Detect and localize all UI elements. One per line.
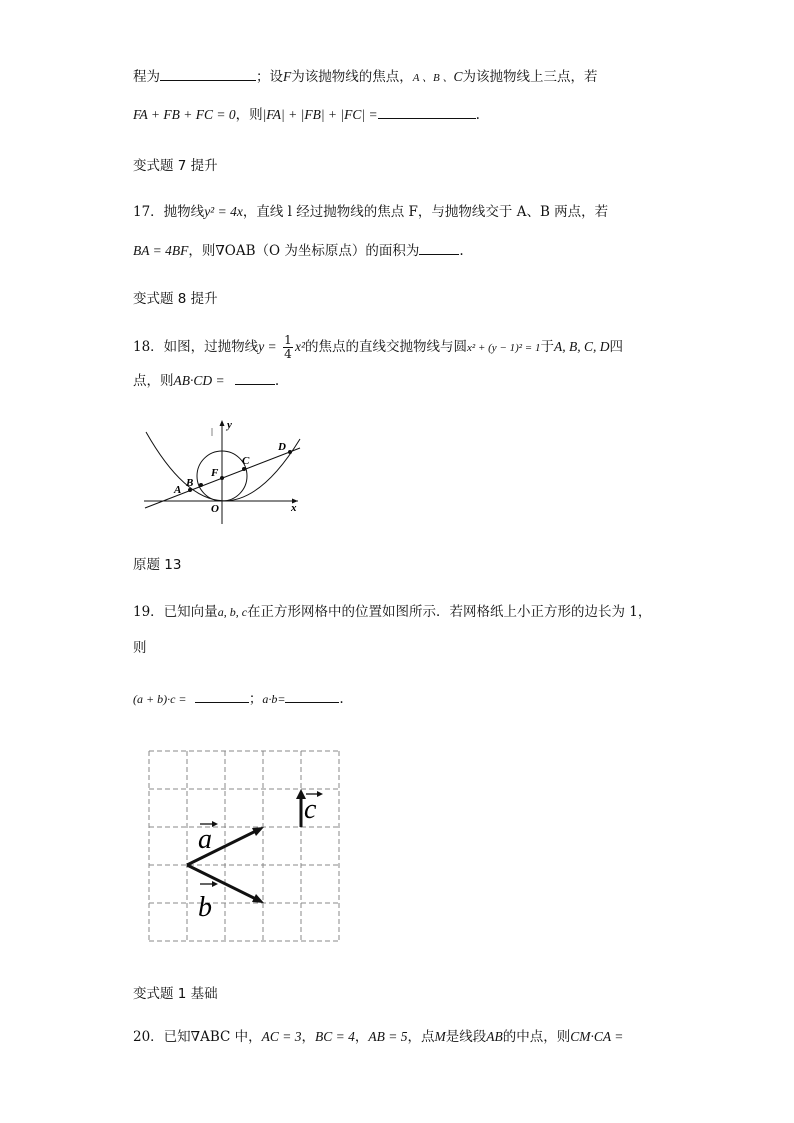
math: (a + b)·c = bbox=[133, 692, 187, 706]
q18-line1 bbox=[133, 334, 623, 361]
point-d bbox=[288, 450, 292, 454]
answer-blank bbox=[378, 104, 476, 119]
text: ，直线 l 经过抛物线的焦点 F，与抛物线交于 A、B 两点，若 bbox=[242, 204, 609, 220]
text: ； bbox=[248, 691, 263, 707]
label-b: B bbox=[186, 477, 194, 489]
vector-equation: FA + FB + FC = 0 bbox=[133, 107, 236, 122]
parabola bbox=[146, 432, 300, 501]
question-number: 17．抛物线 bbox=[133, 204, 205, 220]
math: x² + (y − 1)² = 1 bbox=[467, 342, 541, 354]
text: ；设 bbox=[256, 69, 283, 85]
math: M bbox=[434, 1029, 446, 1044]
label-b-arrowhead bbox=[212, 881, 218, 887]
q16-line1 bbox=[133, 66, 598, 88]
answer-blank bbox=[235, 370, 275, 385]
point-f bbox=[220, 476, 224, 480]
label-a: a bbox=[198, 824, 212, 855]
section-heading: 原题 13 bbox=[133, 557, 182, 573]
label-c: C bbox=[242, 455, 250, 467]
text: 是线段 bbox=[445, 1029, 487, 1045]
text: 于 bbox=[540, 339, 554, 355]
text: . bbox=[339, 691, 344, 707]
math: AB = 5 bbox=[368, 1029, 408, 1044]
magnitude-equation: |FA| + |FB| + |FC| = bbox=[262, 107, 378, 122]
q17-line1 bbox=[133, 202, 608, 222]
answer-blank bbox=[285, 688, 339, 703]
vector-equation: BA = 4BF bbox=[133, 243, 189, 258]
label-c-arrowhead bbox=[317, 791, 323, 797]
answer-blank bbox=[160, 66, 256, 81]
fraction bbox=[283, 334, 293, 361]
answer-blank bbox=[419, 240, 459, 255]
text: ，则 bbox=[235, 107, 263, 123]
q20-line1: 20．已知∇ABC 中，AC = 3，BC = 4，AB = 5，点M是线段AB的中点，则CM·CA = bbox=[133, 1029, 624, 1045]
q19-line3 bbox=[133, 688, 344, 709]
text: 为该抛物线上三点，若 bbox=[462, 69, 598, 85]
question-number: 18．如图，过抛物线 bbox=[133, 339, 259, 355]
q19-line2: 则 bbox=[133, 640, 147, 656]
y-axis-arrow bbox=[220, 420, 225, 426]
label-x: x bbox=[291, 502, 297, 514]
math: a·b= bbox=[262, 692, 286, 706]
grid-lines bbox=[149, 751, 339, 941]
numerator: 1 bbox=[284, 333, 292, 347]
math: F bbox=[283, 69, 292, 84]
question-number: 19．已知向量 bbox=[133, 604, 218, 620]
math: AC = 3 bbox=[261, 1029, 302, 1044]
denominator: 4 bbox=[284, 347, 292, 361]
math: CM·CA = bbox=[570, 1029, 624, 1044]
label-a: A bbox=[174, 484, 182, 496]
math: BC = 4 bbox=[315, 1029, 355, 1044]
q18-line2 bbox=[133, 370, 279, 391]
label-c: c bbox=[304, 794, 317, 825]
q17-line2 bbox=[133, 240, 464, 261]
text: ，点 bbox=[407, 1029, 435, 1045]
section-heading: 变式题 1 基础 bbox=[133, 986, 218, 1002]
text: 程为 bbox=[133, 69, 160, 85]
point-b bbox=[199, 483, 203, 487]
text: 为该抛物线的焦点， bbox=[291, 69, 413, 85]
vector-grid-figure bbox=[146, 748, 342, 944]
label-f: F bbox=[211, 467, 219, 479]
text: 的焦点的直线交抛物线与圆 bbox=[305, 339, 468, 355]
text: 的中点，则 bbox=[502, 1029, 571, 1045]
math: C bbox=[453, 69, 463, 84]
math: x² bbox=[294, 339, 306, 354]
math: AB bbox=[486, 1029, 503, 1044]
text: . bbox=[459, 243, 464, 259]
label-d: D bbox=[278, 441, 286, 453]
label-a-arrowhead bbox=[212, 821, 218, 827]
answer-blank bbox=[195, 688, 249, 703]
label-y: y bbox=[227, 419, 232, 431]
section-heading: 变式题 7 提升 bbox=[133, 158, 218, 174]
text: 四 bbox=[609, 339, 623, 355]
text: 点，则 bbox=[133, 373, 174, 389]
text: . bbox=[475, 107, 480, 123]
vector-a-arrowhead bbox=[252, 827, 264, 836]
vector-b-arrowhead bbox=[252, 894, 264, 903]
point-c bbox=[242, 467, 246, 471]
label-b: b bbox=[198, 892, 212, 923]
q19-line1 bbox=[133, 602, 651, 622]
math: A 、B 、 bbox=[412, 72, 454, 84]
math: AB·CD = bbox=[173, 373, 225, 388]
q16-line2 bbox=[133, 104, 480, 125]
text: . bbox=[274, 373, 280, 389]
math: y = bbox=[258, 339, 277, 354]
section-heading: 变式题 8 提升 bbox=[133, 291, 218, 307]
label-o: O bbox=[211, 503, 219, 515]
question-number: 20．已知∇ABC 中， bbox=[133, 1029, 262, 1045]
math: a, b, c bbox=[217, 605, 248, 619]
text: ，则∇OAB（O 为坐标原点）的面积为 bbox=[188, 243, 420, 259]
text: 在正方形网格中的位置如图所示．若网格纸上小正方形的边长为 1， bbox=[247, 604, 652, 620]
math: y² = 4x bbox=[204, 204, 243, 219]
parabola-circle-figure bbox=[140, 414, 310, 524]
math: A, B, C, D bbox=[553, 339, 610, 354]
